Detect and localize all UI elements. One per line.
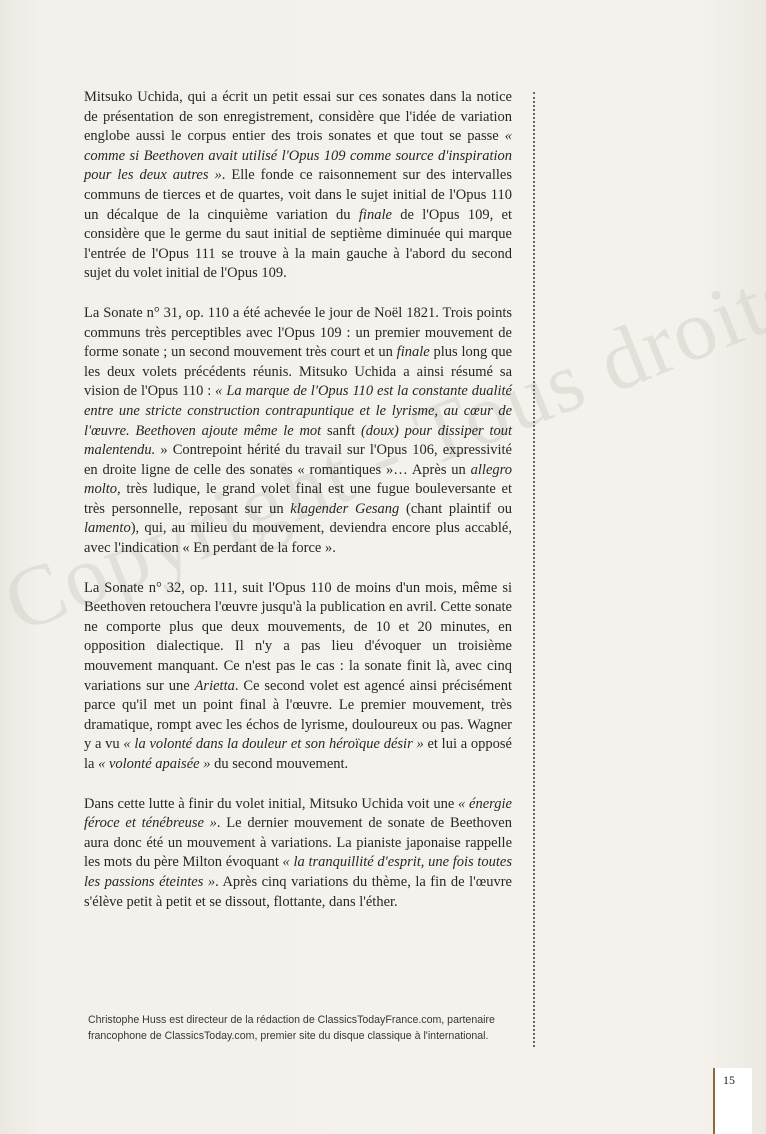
text-run: et lui a opposé la bbox=[84, 736, 512, 772]
page-number: 15 bbox=[723, 1073, 735, 1087]
italic-text: allegro molto bbox=[84, 461, 512, 498]
paragraph-4 bbox=[84, 795, 512, 913]
text-run: . Après cinq variations du thème, la fin de l'œuvre s'élève petit à petit et se dissout, flottante, dans l'éther. bbox=[84, 873, 512, 910]
italic-text: « comme si Beethoven avait utilisé l'Opus 109 comme source d'inspiration pour les deux autres » bbox=[84, 128, 512, 184]
credits-line-1: Christophe Huss est directeur de la rédaction de ClassicsTodayFrance.com, partenaire bbox=[88, 1014, 495, 1026]
text-run: ), qui, au milieu du mouvement, deviendra encore plus accablé, avec l'indication « En perdant de la force ». bbox=[84, 520, 512, 557]
text-run: Dans cette lutte à finir du volet initial, Mitsuko Uchida voit une bbox=[84, 795, 459, 812]
italic-text: finale bbox=[396, 344, 430, 361]
text-run: de l'Opus 109, et considère que le germe du saut initial de septième diminuée qui marque l'entrée de l'Opus 111 se trouve à la main gauche à l'abord du second sujet du volet initial de l'Opus 109. bbox=[84, 206, 513, 282]
text-run: plus long que les deux volets précédents réunis. Mitsuko Uchida a ainsi résumé sa vision de l'Opus 110 : bbox=[84, 344, 513, 400]
italic-text: « La marque de l'Opus 110 est la constante dualité entre une stricte construction contrapuntique et le lyrisme, au cœur de l'œuvre. Beethoven ajoute même le mot bbox=[84, 383, 512, 439]
text-run: . Le dernier mouvement de sonate de Beethoven aura donc été un mouvement à variations. La pianiste japonaise rappelle les mots du père Milton évoquant bbox=[84, 815, 512, 871]
text-run: La Sonate n° 31, op. 110 a été achevée le jour de Noël 1821. Trois points communs très perceptibles avec l'Opus 109 : un premier mouvement de forme sonate ; un second mouvement très court et un bbox=[84, 304, 512, 361]
text-run: Mitsuko Uchida, qui a écrit un petit essai sur ces sonates dans la notice de présentation de son enregistrement, considère que l'idée de variation englobe aussi le corpus entier des trois sonates et que tout se passe bbox=[84, 89, 512, 145]
text-run: , très ludique, le grand volet final est une fugue bouleversante et très personnelle, reposant sur un bbox=[84, 481, 512, 517]
italic-text: « la tranquillité d'esprit, une fois toutes les passions éteintes » bbox=[84, 854, 512, 890]
paragraph-1 bbox=[84, 88, 512, 284]
italic-text: « volonté apaisée » bbox=[98, 756, 211, 772]
italic-text: lamento bbox=[84, 520, 131, 537]
paragraph-2 bbox=[84, 304, 512, 559]
italic-text: finale bbox=[358, 206, 392, 223]
text-run: du second mouvement. bbox=[210, 756, 349, 772]
author-credits bbox=[88, 1012, 528, 1044]
italic-text: klagender Gesang bbox=[290, 500, 400, 517]
text-run: (chant plaintif ou bbox=[399, 500, 513, 517]
text-run: sanft bbox=[326, 422, 356, 439]
italic-text: « la volonté dans la douleur et son héroïque désir » bbox=[123, 736, 424, 753]
paragraph-3 bbox=[84, 579, 512, 775]
dotted-margin-rule bbox=[533, 92, 535, 1047]
credits-line-2: francophone de ClassicsToday.com, premier site du disque classique à l'international. bbox=[88, 1030, 489, 1042]
italic-text: (doux) pour dissiper tout malentendu. bbox=[84, 422, 512, 459]
article-body bbox=[84, 88, 512, 932]
text-run: » Contrepoint hérité du travail sur l'Opus 106, expressivité en droite ligne de celle des sonates « romantiques »… Après un bbox=[84, 442, 512, 478]
italic-text: « énergie féroce et ténébreuse » bbox=[84, 795, 512, 832]
text-run: . Elle fonde ce raisonnement sur des intervalles communs de tierces et de quartes, voit dans le sujet initial de l'Opus 110 un décalque de la cinquième variation du bbox=[84, 167, 512, 223]
text-run: . Ce second volet est agencé ainsi précisément parce qu'il met un point final à l'œuvre. Le premier mouvement, très dramatique, rompt avec les échos de lyrisme, douloureux ou pas. Wagner y a vu bbox=[84, 677, 513, 753]
text-run: La Sonate n° 32, op. 111, suit l'Opus 110 de moins d'un mois, même si Beethoven retouchera l'œuvre jusqu'à la publication en avril. Cette sonate ne comporte plus que deux mouvements, de 10 et 20 minutes, en opposition dialectique. Il n'y a pas lieu d'évoquer un troisième mouvement manquant. Ce n'est pas le cas : la sonate finit là, avec cinq variations sur une bbox=[84, 579, 512, 694]
italic-text: Arietta bbox=[194, 677, 235, 694]
